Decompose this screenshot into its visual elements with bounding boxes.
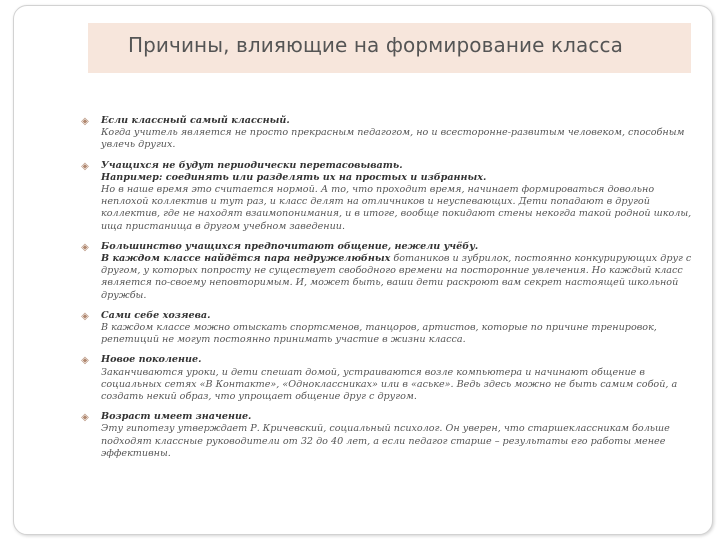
- item-body-bold: В каждом классе найдётся пара недружелюбных: [101, 253, 391, 265]
- item-heading: Если классный самый классный.: [101, 115, 290, 126]
- item-heading: Учащихся не будут периодически перетасовывать.: [101, 159, 403, 171]
- diamond-bullet-icon: ◈: [81, 241, 89, 253]
- diamond-bullet-icon: ◈: [81, 160, 89, 172]
- item-body: Заканчиваются уроки, и дети спешат домой, устраиваются возле компьютера и начинают общение в социальных сетях «В Контакте», «Одноклассниках» или в «аське». Ведь здесь можно не быть самим собой, а создать некий образ, что упрощает общение друг с другом.: [101, 366, 678, 403]
- list-item: [76, 115, 696, 152]
- diamond-bullet-icon: ◈: [81, 310, 89, 322]
- diamond-bullet-icon: ◈: [81, 412, 89, 424]
- item-heading: Возраст имеет значение.: [101, 411, 252, 423]
- item-heading: Сами себе хозяева.: [101, 309, 211, 321]
- item-body: Когда учитель является не просто прекрасным педагогом, но и всесторонне-развитым человеком, способным увлечь других.: [101, 127, 685, 151]
- item-heading: Большинство учащихся предпочитают общение, нежели учёбу.: [101, 240, 479, 252]
- diamond-bullet-icon: ◈: [81, 355, 89, 367]
- item-body: [101, 253, 696, 302]
- item-body: В каждом классе можно отыскать спортсменов, танцоров, артистов, которые по причине тренировок, репетиций не могут постоянно принимать участие в жизни класса.: [101, 322, 657, 346]
- list-item: [76, 310, 696, 347]
- item-heading: Новое поколение.: [101, 354, 202, 366]
- title-banner: [88, 23, 691, 73]
- list-item: [76, 160, 696, 233]
- item-body: Но в наше время это считается нормой. А то, что проходит время, начинает формироваться довольно неплохой коллектив и тут раз, и класс делят на отличников и неуспевающих. Дети попадают в другой коллектив, где не находят взаимопонимания, и в итоге, вообще покидают стены некогда такой родной школы, ища пристанища в другом учебном заведении.: [101, 184, 692, 232]
- list-item: [76, 354, 696, 403]
- bullet-list: [76, 115, 696, 468]
- list-item: [76, 241, 696, 302]
- item-body: Эту гипотезу утверждает Р. Кричевский, социальный психолог. Он уверен, что старшеклассникам больше подходят классные руководители от 32 до 40 лет, а если педагог старше – результаты его работы менее эффективны.: [101, 423, 670, 459]
- item-body-rest: ботаников и зубрилок, постоянно конкурирующих друг с другом, у которых попросту не существует свободного времени на посторонние увлечения. Но каждый класс является по-своему неповторимым. И, может быть, ваши дети раскроют вам секрет настоящей школьной дружбы.: [101, 253, 692, 301]
- list-item: [76, 411, 696, 460]
- diamond-bullet-icon: ◈: [81, 116, 89, 127]
- item-subheading: Например: соединять или разделять их на простых и избранных.: [101, 171, 487, 183]
- slide-title: Причины, влияющие на формирование класса: [128, 33, 623, 57]
